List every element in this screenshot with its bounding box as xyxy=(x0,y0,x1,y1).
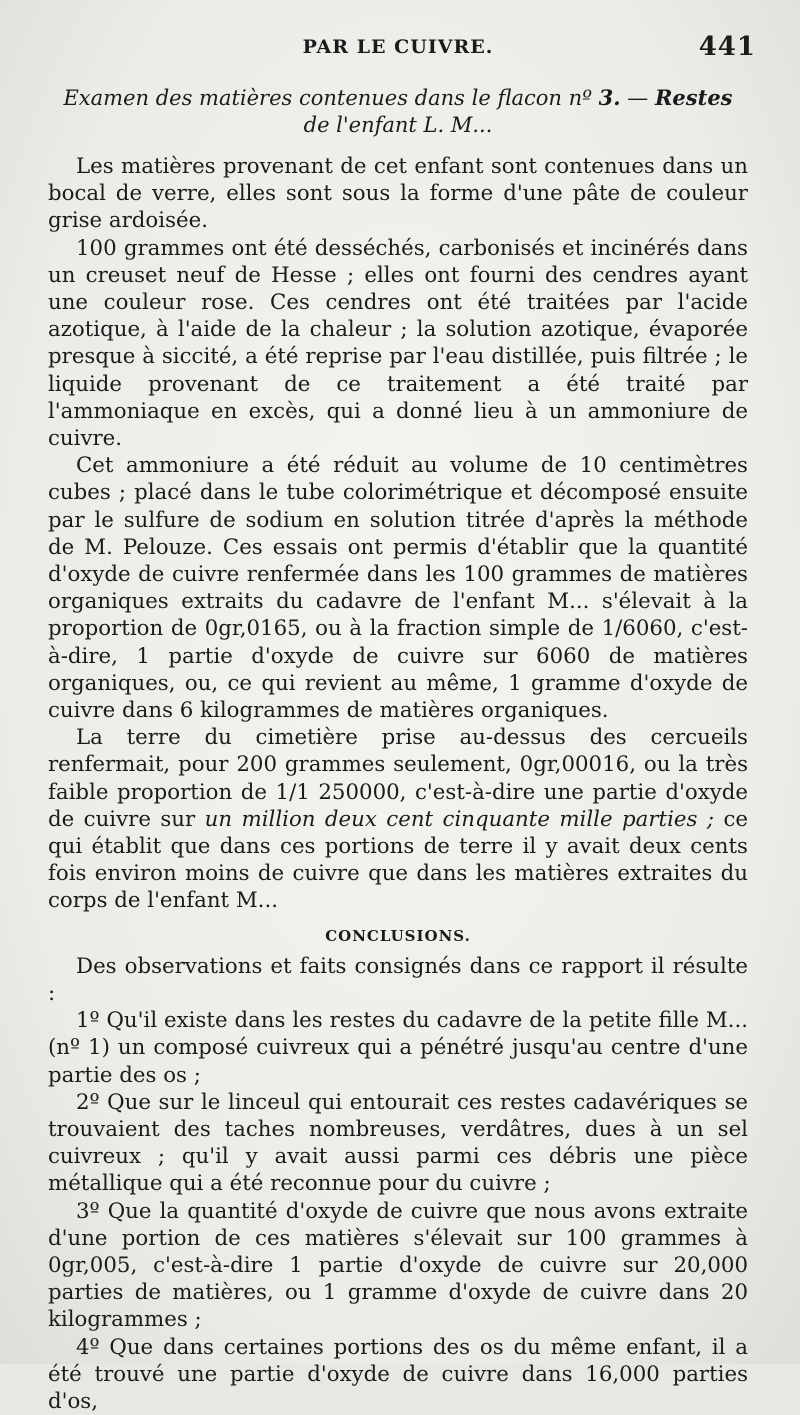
paragraph-1: Les matières provenant de cet enfant sont contenues dans un bocal de verre, elles sont sous la forme d'une pâte de couleur grise ardoisée. xyxy=(48,154,748,234)
paragraph-4 xyxy=(48,724,748,914)
caption-dash: — xyxy=(627,86,649,110)
paragraph-4-italic: un million deux cent cinquante mille parties ; xyxy=(204,806,715,832)
caption-suffix: Restes xyxy=(654,85,733,110)
page-header xyxy=(48,32,756,76)
conclusion-1: 1º Qu'il existe dans les restes du cadavre de la petite fille M... (nº 1) un composé cuivreux qui a pénétré jusqu'au centre d'une partie des os ; xyxy=(48,1008,748,1088)
conclusions-heading: CONCLUSIONS. xyxy=(325,926,471,945)
paragraph-3: Cet ammoniure a été réduit au volume de 10 centimètres cubes ; placé dans le tube colorimétrique et décomposé ensuite par le sulfure de sodium en solution titrée d'après la méthode de M. Pelouze. Ces essais ont permis d'établir que la quantité d'oxyde de cuivre renfermée dans les 100 grammes de matières organiques extraits du cadavre de l'enfant M... s'élevait à la proportion de 0gr,0165, ou à la fraction simple de 1/6060, c'est-à-dire, 1 partie d'oxyde de cuivre sur 6060 de matières organiques, ou, ce qui revient au même, 1 gramme d'oxyde de cuivre dans 6 kilogrammes de matières organiques. xyxy=(48,453,748,724)
conclusion-2: 2º Que sur le linceul qui entourait ces restes cadavériques se trouvaient des taches nombreuses, verdâtres, dues à un sel cuivreux ; qu'il y avait aussi parmi ces débris une pièce métallique qui a été reconnue pour du cuivre ; xyxy=(48,1089,748,1197)
paragraph-4-start: La terre du cimetière prise au-dessus des cercueils renfermait, pour 200 grammes seulement, 0gr,00016, ou la très faible proportion de 1/1 250000, c'est-à-dire une partie d'oxyde de cuivre sur xyxy=(48,725,748,832)
paragraph-4-end: ce qui établit que dans ces portions de terre il y avait deux cents fois environ moins de cuivre que dans les matières extraites du corps de l'enfant M... xyxy=(48,806,748,914)
caption-number: 3. xyxy=(598,85,621,110)
conclusion-4: 4º Que dans certaines portions des os du même enfant, il a été trouvé une partie d'oxyde de cuivre dans 16,000 parties d'os, xyxy=(48,1334,748,1414)
page-number: 441 xyxy=(698,32,756,62)
caption-prefix: Examen des matières contenues dans le flacon nº xyxy=(63,86,592,110)
paragraph-2: 100 grammes ont été desséchés, carbonisés et incinérés dans un creuset neuf de Hesse ; elles ont fourni des cendres ayant une couleur rose. Ces cendres ont été traitées par l'acide azotique, à l'aide de la chaleur ; la solution azotique, évaporée presque à siccité, a été reprise par l'eau distillée, puis filtrée ; le liquide provenant de ce traitement a été traité par l'ammoniaque en excès, qui a donné lieu à un ammoniure de cuivre. xyxy=(48,235,748,452)
paragraph-5: Des observations et faits consignés dans ce rapport il résulte : xyxy=(48,953,748,1006)
conclusion-3: 3º Que la quantité d'oxyde de cuivre que nous avons extraite d'une portion de ces matières s'élevait sur 100 grammes à 0gr,005, c'est-à-dire 1 partie d'oxyde de cuivre sur 20,000 parties de matières, ou 1 gramme d'oxyde de cuivre dans 20 kilogrammes ; xyxy=(48,1198,748,1333)
caption-line-2: de l'enfant L. M... xyxy=(303,113,493,137)
section-caption xyxy=(48,84,748,139)
running-head: PAR LE CUIVRE. xyxy=(302,36,494,58)
